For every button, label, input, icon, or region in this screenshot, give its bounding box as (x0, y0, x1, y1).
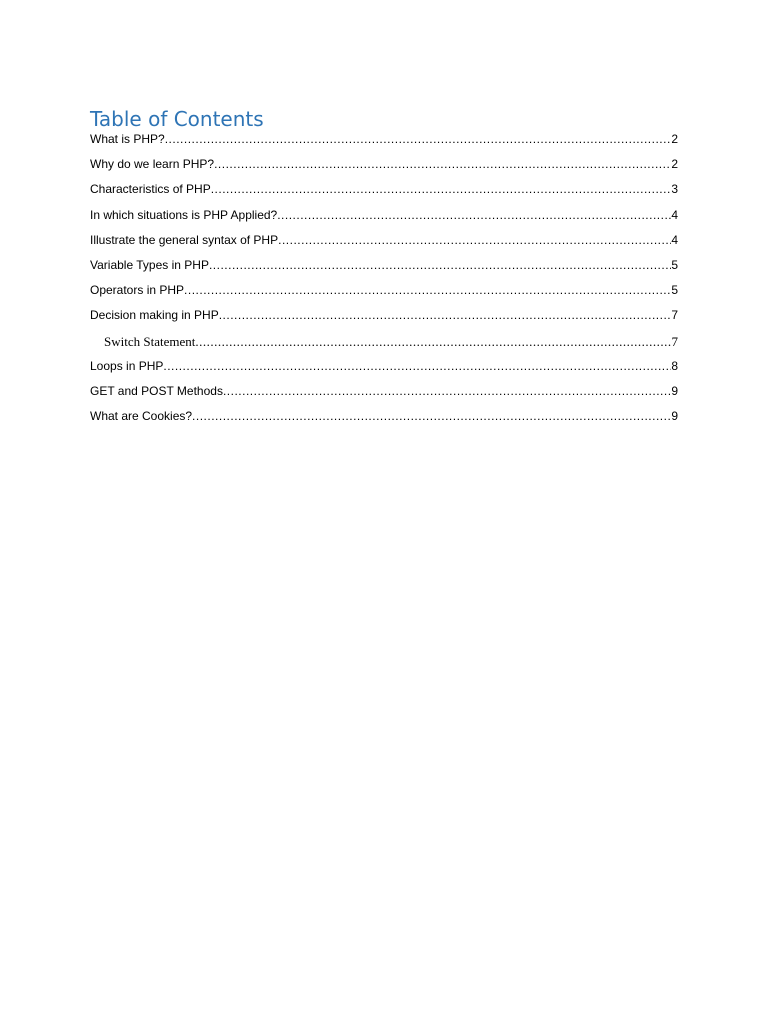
toc-dot-leader (214, 157, 671, 171)
toc-dot-leader (195, 334, 671, 350)
toc-dot-leader (209, 258, 671, 272)
toc-entry-text[interactable]: Illustrate the general syntax of PHP (90, 232, 279, 247)
toc-entry-text[interactable]: Why do we learn PHP? (90, 157, 215, 172)
toc-page-number: 7 (671, 308, 678, 323)
toc-entry[interactable] (90, 182, 678, 207)
toc-page-number: 2 (671, 132, 678, 146)
toc-entry[interactable] (90, 258, 678, 283)
toc-dot-leader (223, 384, 671, 398)
toc-page-number: 4 (671, 232, 678, 247)
toc-entry-text[interactable]: GET and POST Methods (90, 383, 223, 398)
toc-entry-text[interactable]: What are Cookies? (90, 409, 193, 424)
toc-page-number: 3 (671, 182, 678, 197)
toc-dot-leader (192, 409, 671, 423)
toc-entry[interactable] (90, 334, 678, 359)
toc-entry-text[interactable]: Loops in PHP (90, 358, 164, 373)
toc-entry-text[interactable]: Operators in PHP (90, 283, 185, 298)
toc-dot-leader (163, 359, 671, 373)
toc-entry[interactable] (90, 384, 678, 409)
toc-entry[interactable] (90, 233, 678, 258)
toc-dot-leader (278, 233, 671, 247)
toc-entry-text[interactable]: Switch Statement (104, 333, 196, 349)
toc-dot-leader (277, 208, 671, 222)
toc-page-number: 8 (671, 358, 678, 373)
toc-title: Table of Contents (90, 107, 264, 131)
toc-page-number: 5 (671, 257, 678, 272)
toc-page-number: 5 (671, 283, 678, 298)
toc-page-number: 2 (671, 157, 678, 172)
toc-list (90, 132, 678, 434)
toc-page-number: 4 (671, 207, 678, 222)
toc-page-number: 9 (671, 383, 678, 398)
toc-entry[interactable] (90, 132, 678, 157)
toc-dot-leader (184, 283, 671, 297)
toc-entry[interactable] (90, 283, 678, 308)
toc-dot-leader (165, 132, 672, 146)
toc-entry-text[interactable]: In which situations is PHP Applied? (90, 207, 278, 222)
toc-dot-leader (211, 182, 672, 196)
toc-entry[interactable] (90, 208, 678, 233)
toc-page-number: 7 (671, 333, 678, 349)
toc-entry-text[interactable]: What is PHP? (90, 132, 165, 146)
toc-entry[interactable] (90, 308, 678, 333)
toc-entry-text[interactable]: Decision making in PHP (90, 308, 219, 323)
toc-entry-text[interactable]: Characteristics of PHP (90, 182, 211, 197)
toc-page-number: 9 (671, 409, 678, 424)
toc-entry[interactable] (90, 409, 678, 434)
toc-entry[interactable] (90, 157, 678, 182)
toc-entry[interactable] (90, 359, 678, 384)
toc-dot-leader (219, 308, 672, 322)
toc-entry-text[interactable]: Variable Types in PHP (90, 257, 209, 272)
